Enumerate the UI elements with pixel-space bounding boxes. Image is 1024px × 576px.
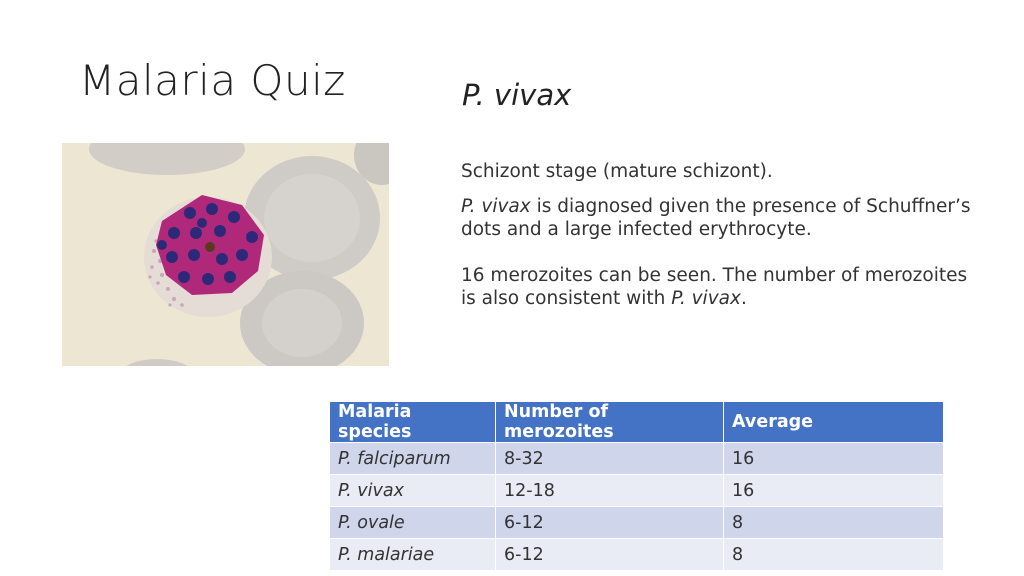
species-cell: P. ovale [330, 507, 496, 539]
merozoites-cell: 12-18 [496, 475, 724, 507]
slide-subtitle: P. vivax [462, 78, 572, 112]
table-row [330, 507, 943, 539]
average-cell: 16 [724, 475, 944, 507]
merozoite-table [330, 402, 943, 570]
column-header: Number of merozoites [496, 402, 724, 443]
column-header: Malaria species [330, 402, 496, 443]
merozoites-cell: 8-32 [496, 443, 724, 475]
diagnosis-text [461, 195, 981, 241]
slide-title: Malaria Quiz [79, 56, 346, 105]
species-cell: P. falciparum [330, 443, 496, 475]
species-cell: P. malariae [330, 539, 496, 571]
merozoite-count-text: 16 merozoites can be seen. The number of merozoites is also consistent with [461, 265, 968, 309]
merozoite-text-end: . [740, 288, 747, 309]
table-row [330, 475, 943, 507]
average-cell: 8 [724, 507, 944, 539]
species-cell: P. vivax [330, 475, 496, 507]
microscopy-image [62, 143, 389, 366]
species-name: P. vivax [671, 288, 741, 309]
average-cell: 8 [724, 539, 944, 571]
table-row [330, 539, 943, 571]
column-header: Average [724, 402, 944, 443]
table-row [330, 443, 943, 475]
merozoites-cell: 6-12 [496, 539, 724, 571]
merozoites-cell: 6-12 [496, 507, 724, 539]
description [461, 160, 981, 310]
diagnosis-reason: is diagnosed given the presence of Schuffner’s dots and a large infected erythrocyte. [461, 196, 971, 240]
average-cell: 16 [724, 443, 944, 475]
species-name: P. vivax [461, 196, 531, 217]
stage-text: Schizont stage (mature schizont). [461, 161, 773, 182]
table-header-row [330, 402, 943, 443]
merozoite-text [461, 264, 981, 310]
